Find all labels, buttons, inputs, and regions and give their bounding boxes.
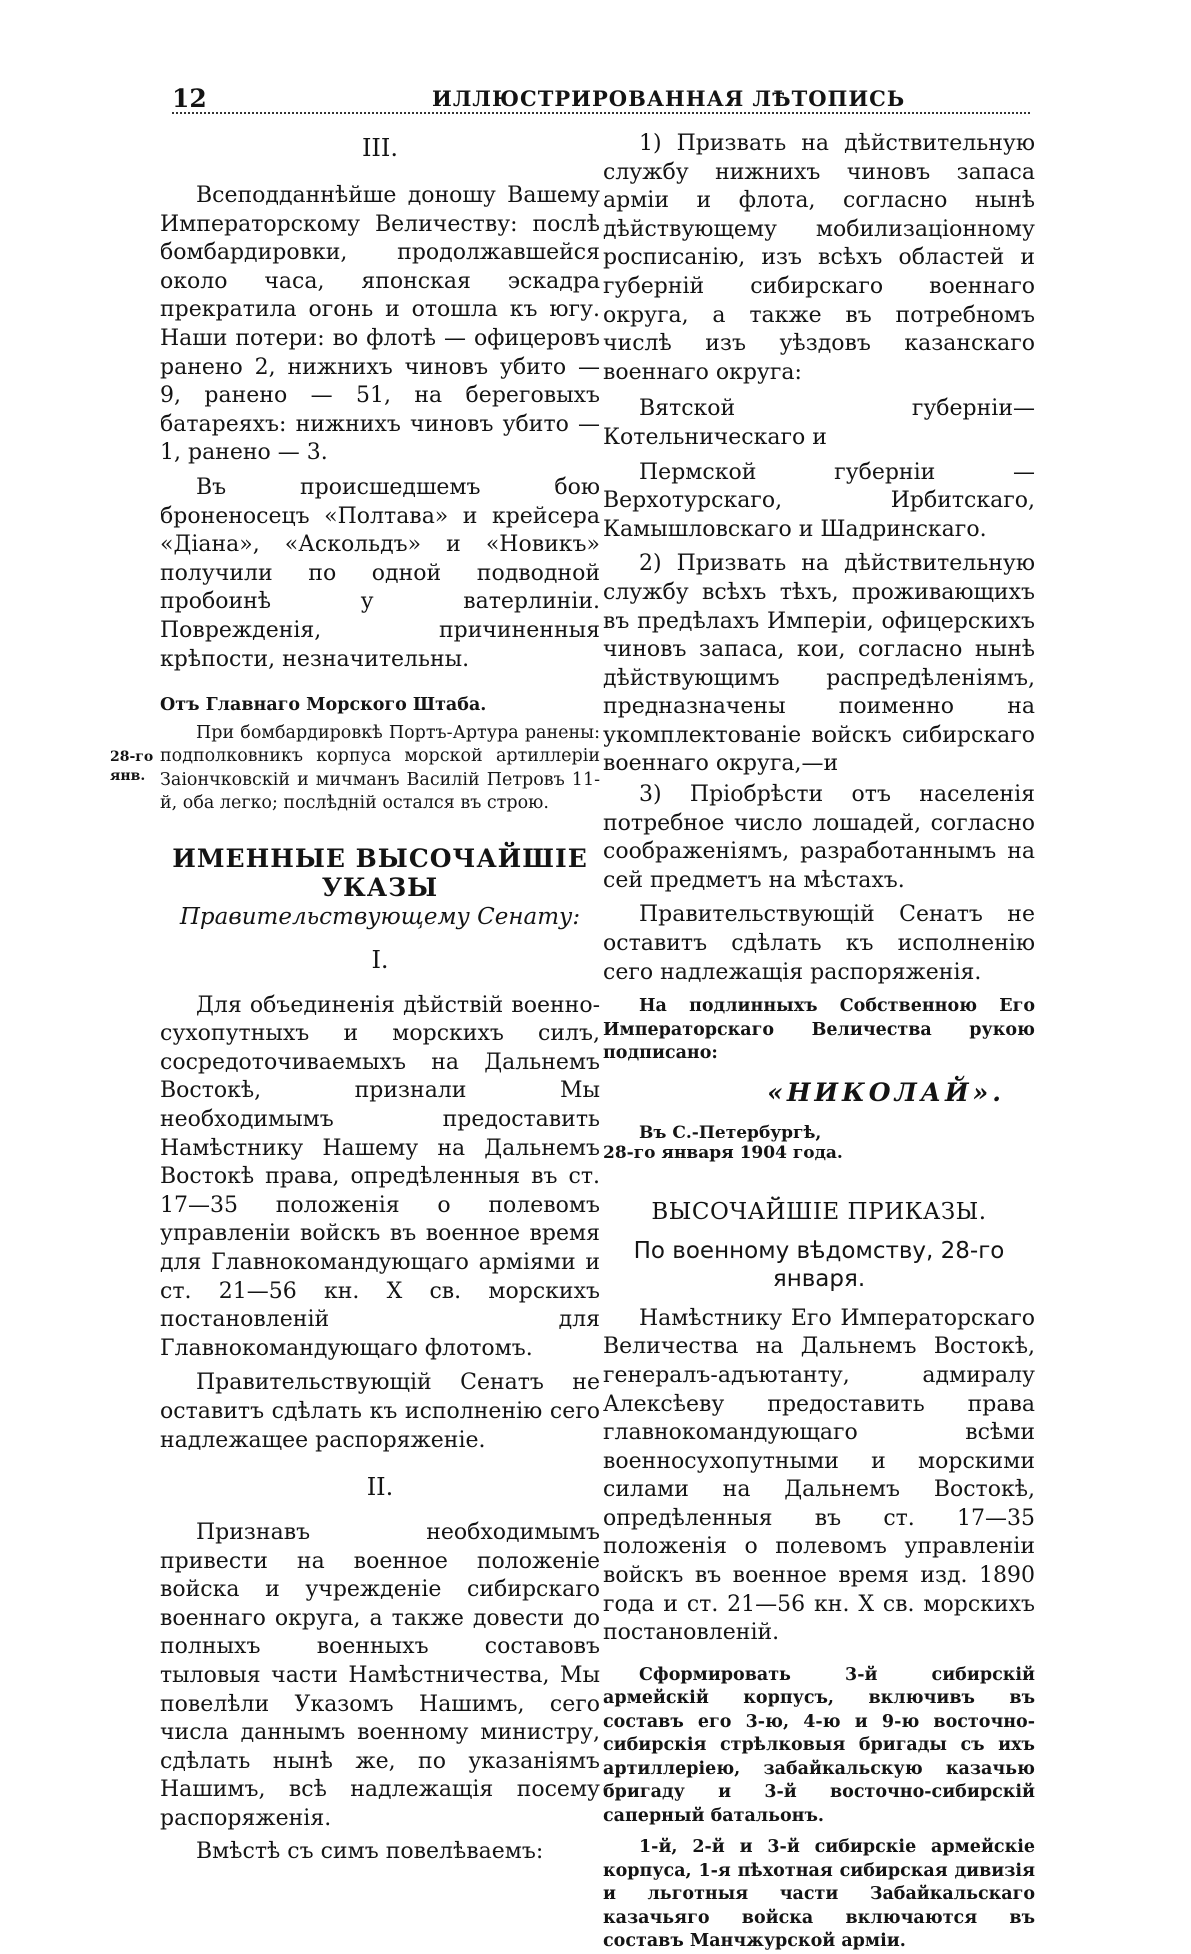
- page-number: 12: [172, 84, 207, 113]
- order-paragraph: Намѣстнику Его Императорскаго Величества на Дальнемъ Востокѣ, генералъ-адъютанту, адмиралу Алексѣеву предоставить права главнокомандующаго всѣми военносухопутными и морскими силами на Дальнемъ Востокѣ, опредѣленныя въ ст. 17—35 положенія о полевомъ управленіи войскъ въ военное время изд. 1890 года и ст. 21—56 кн. X св. морскихъ постановленій.: [603, 1305, 1035, 1646]
- left-column: [160, 128, 600, 1866]
- report-paragraph-1: Всеподданнѣйше доношу Вашему Императорскому Величеству: послѣ бомбардировки, продолжавшейся около часа, японская эскадра прекратила огонь и отошла къ югу. Наши потери: во флотѣ — офицеровъ ранено 2, нижнихъ чиновъ убито — 9, ранено — 51, на береговыхъ батареяхъ: нижнихъ чиновъ убито — 1, ранено — 3.: [160, 183, 600, 466]
- report-paragraph-2: Въ происшедшемъ бою броненосецъ «Полтава» и крейсера «Діана», «Аскольдъ» и «Новикъ» получили по одной подводной пробоинѣ у ватерлиніи. Поврежденія, причиненныя крѣпости, незначительны.: [160, 474, 600, 672]
- decree-item-2: 2) Призвать на дѣйствительную службу всѣхъ тѣхъ, проживающихъ въ предѣлахъ Имперіи, офицерскихъ чиновъ запаса, кои, согласно нынѣ дѣйствующимъ распредѣленіямъ, предназначены поименно на укомплектованіе войскъ сибирскаго военнаго округа,—и: [603, 551, 1035, 777]
- naval-staff-heading: Отъ Главнаго Морского Штаба.: [160, 695, 487, 716]
- military-department-heading: По военному вѣдомству, 28-го января.: [633, 1237, 1005, 1292]
- signature: «НИКОЛАЙ».: [767, 1077, 1005, 1107]
- orders-heading: ВЫСОЧАЙШІЕ ПРИКАЗЫ.: [651, 1198, 987, 1225]
- decree-1-paragraph-1: Для объединенія дѣйствій военно-сухопутныхъ и морскихъ силъ, сосредоточиваемыхъ на Дальнемъ Востокѣ, признали Мы необходимымъ предоставить Намѣстнику Нашему на Дальнемъ Востокѣ права, опредѣленныя въ ст. 17—35 положенія о полевомъ управленіи войскъ въ военное время для Главнокомандующаго арміями и ст. 21—56 кн. X св. морскихъ постановленій для Главнокомандующаго флотомъ.: [160, 992, 600, 1361]
- running-header: [172, 82, 1030, 116]
- signing-date: 28-го января 1904 года.: [603, 1142, 843, 1163]
- decree-2-paragraph-2: Вмѣстѣ съ симъ повелѣваемъ:: [196, 1838, 544, 1864]
- manchurian-army-paragraph: 1-й, 2-й и 3-й сибирскіе армейскіе корпуса, 1-я пѣхотная сибирская дивизія и льготныя части Забайкальскаго казачьяго войска включаются въ составъ Манчжурской арміи.: [603, 1837, 1035, 1952]
- journal-title: ИЛЛЮСТРИРОВАННАЯ ЛѢТОПИСЬ: [432, 86, 906, 111]
- margin-note-month: янв.: [110, 768, 146, 784]
- decrees-heading: ИМЕННЫЕ ВЫСОЧАЙШІЕ УКАЗЫ: [172, 843, 588, 902]
- decree-item-1-perm: Пермской губерніи — Верхотурскаго, Ирбитскаго, Камышловскаго и Шадринскаго.: [603, 459, 1035, 542]
- decree-1-paragraph-2: Правительствующій Сенатъ не оставитъ сдѣлать къ исполненію сего надлежащее распоряженіе.: [160, 1370, 600, 1453]
- senate-paragraph: Правительствующій Сенатъ не оставитъ сдѣлать къ исполненію сего надлежащія распоряженія.: [603, 902, 1035, 985]
- corps-formation-paragraph: Сформировать 3-й сибирскій армейскій корпусъ, включивъ въ составъ его 3-ю, 4-ю и 9-ю восточно-сибирскія стрѣлковыя бригады съ ихъ артиллеріею, забайкальскую казачью бригаду и 3-й восточно-сибирскій саперный батальонъ.: [603, 1664, 1035, 1826]
- decree-item-3: 3) Пріобрѣсти отъ населенія потребное число лошадей, согласно соображеніямъ, разработаннымъ на сей предметъ на мѣстахъ.: [603, 782, 1035, 893]
- original-signed-note: На подлинныхъ Собственною Его Императорскаго Величества рукою подписано:: [603, 996, 1035, 1064]
- decrees-subheading: Правительствующему Сенату:: [179, 903, 581, 930]
- section-numeral-i: I.: [371, 945, 389, 974]
- decree-2-paragraph-1: Признавъ необходимымъ привести на военное положеніе войска и учрежденіе сибирскаго военнаго округа, а также довести до полныхъ военныхъ составовъ тыловыя части Намѣстничества, Мы повелѣли Указомъ Нашимъ, сего числа даннымъ военному министру, сдѣлать нынѣ же, по указаніямъ Нашимъ, всѣ надлежащія посему распоряженія.: [160, 1520, 600, 1832]
- naval-staff-text: При бомбардировкѣ Портъ-Артура ранены: подполковникъ корпуса морской артиллеріи Заіончковскій и мичманъ Василій Петровъ 11-й, оба легко; послѣдній остался въ строю.: [160, 722, 600, 814]
- decree-item-1: 1) Призвать на дѣйствительную службу нижнихъ чиновъ запаса арміи и флота, согласно нынѣ дѣйствующему мобилизаціонному росписанію, изъ всѣхъ областей и губерній сибирскаго военнаго округа, а также въ потребномъ числѣ изъ уѣздовъ казанскаго военнаго округа:: [603, 131, 1035, 385]
- decree-item-1-vyatka: Вятской губерніи—Котельническаго и: [603, 396, 1035, 450]
- section-numeral-ii: II.: [366, 1473, 394, 1502]
- margin-note-day: 28-го: [110, 749, 154, 765]
- signing-place: Въ С.-Петербургѣ,: [639, 1122, 822, 1143]
- right-column: [603, 128, 1035, 1954]
- header-rule: [172, 112, 1030, 114]
- date-margin-note: [110, 748, 166, 786]
- section-numeral-iii: III.: [361, 134, 399, 162]
